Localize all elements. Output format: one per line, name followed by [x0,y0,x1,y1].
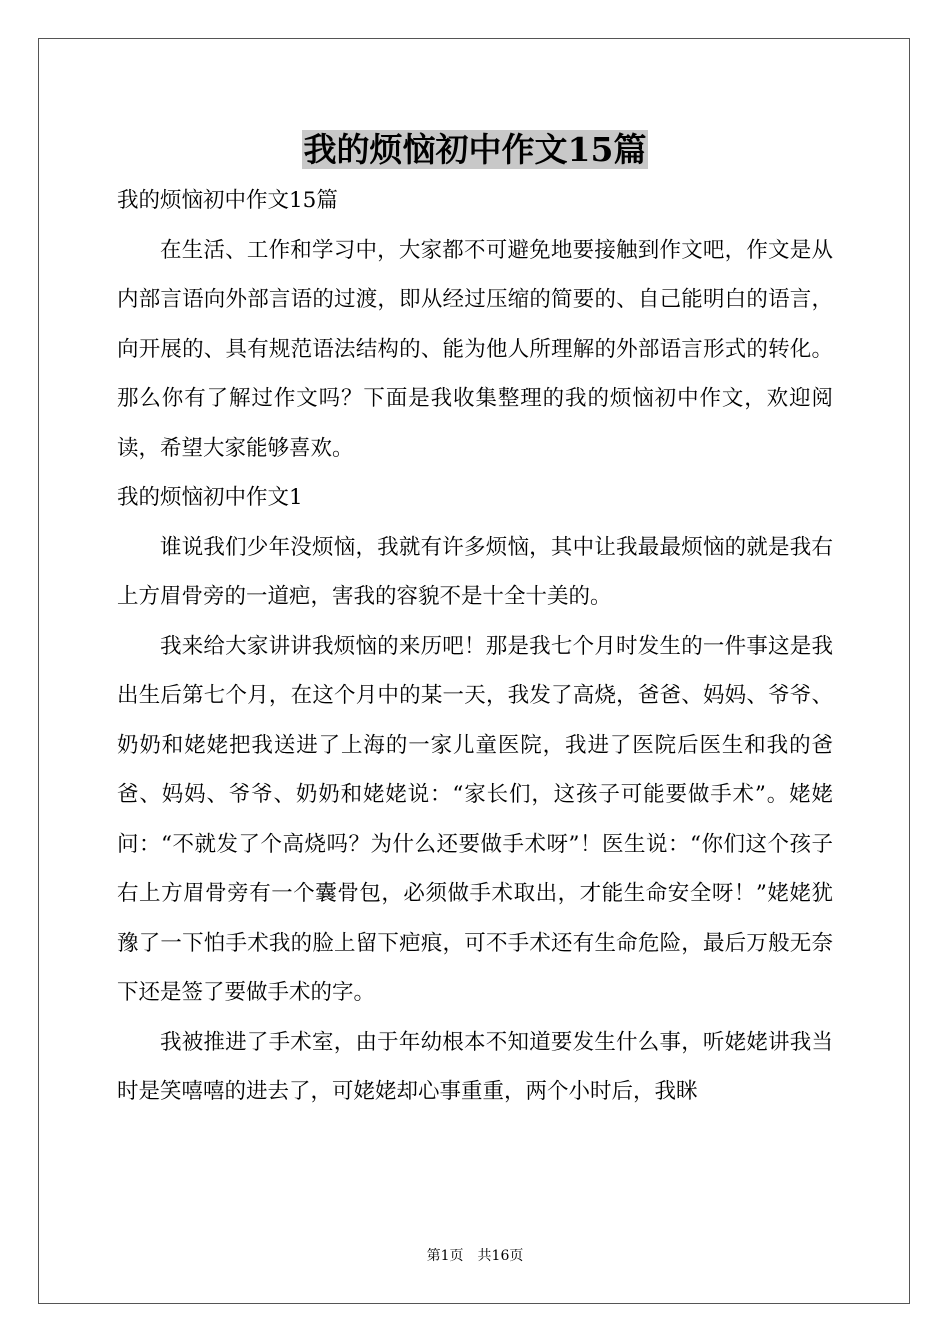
paragraph-subtitle: 我的烦恼初中作文15篇 [117,188,338,213]
paragraph-body: 谁说我们少年没烦恼，我就有许多烦恼，其中让我最最烦恼的就是我右上方眉骨旁的一道疤，害我的容貌不是十全十美的。 [117,534,833,609]
page-footer: 第1页 共16页 [426,1248,524,1264]
paragraph-body: 我来给大家讲讲我烦恼的来历吧！那是我七个月时发生的一件事这是我出生后第七个月，在这个月中的某一天，我发了高烧，爸爸、妈妈、爷爷、奶奶和姥姥把我送进了上海的一家儿童医院，我进了医院后医生和我的爸爸、妈妈、爷爷、奶奶和姥姥说：“家长们，这孩子可能要做手术”。姥姥问：“不就发了个高烧吗？为什么还要做手术呀”！医生说：“你们这个孩子右上方眉骨旁有一个囊骨包，必须做手术取出，才能生命安全呀！”姥姥犹豫了一下怕手术我的脸上留下疤痕，可不手术还有生命危险，最后万般无奈下还是签了要做手术的字。 [117,633,833,1005]
paragraph-section-heading: 我的烦恼初中作文1 [117,485,303,510]
document-body [117,176,833,1117]
document-title-text: 我的烦恼初中作文15篇 [303,130,647,169]
paragraph-intro: 在生活、工作和学习中，大家都不可避免地要接触到作文吧，作文是从内部言语向外部言语的过渡，即从经过压缩的简要的、自己能明白的语言，向开展的、具有规范语法结构的、能为他人所理解的外部语言形式的转化。那么你有了解过作文吗？下面是我收集整理的我的烦恼初中作文，欢迎阅读，希望大家能够喜欢。 [117,237,833,461]
document-title [0,124,950,176]
paragraph-body: 我被推进了手术室，由于年幼根本不知道要发生什么事，听姥姥讲我当时是笑嘻嘻的进去了，可姥姥却心事重重，两个小时后，我眯 [117,1029,833,1104]
